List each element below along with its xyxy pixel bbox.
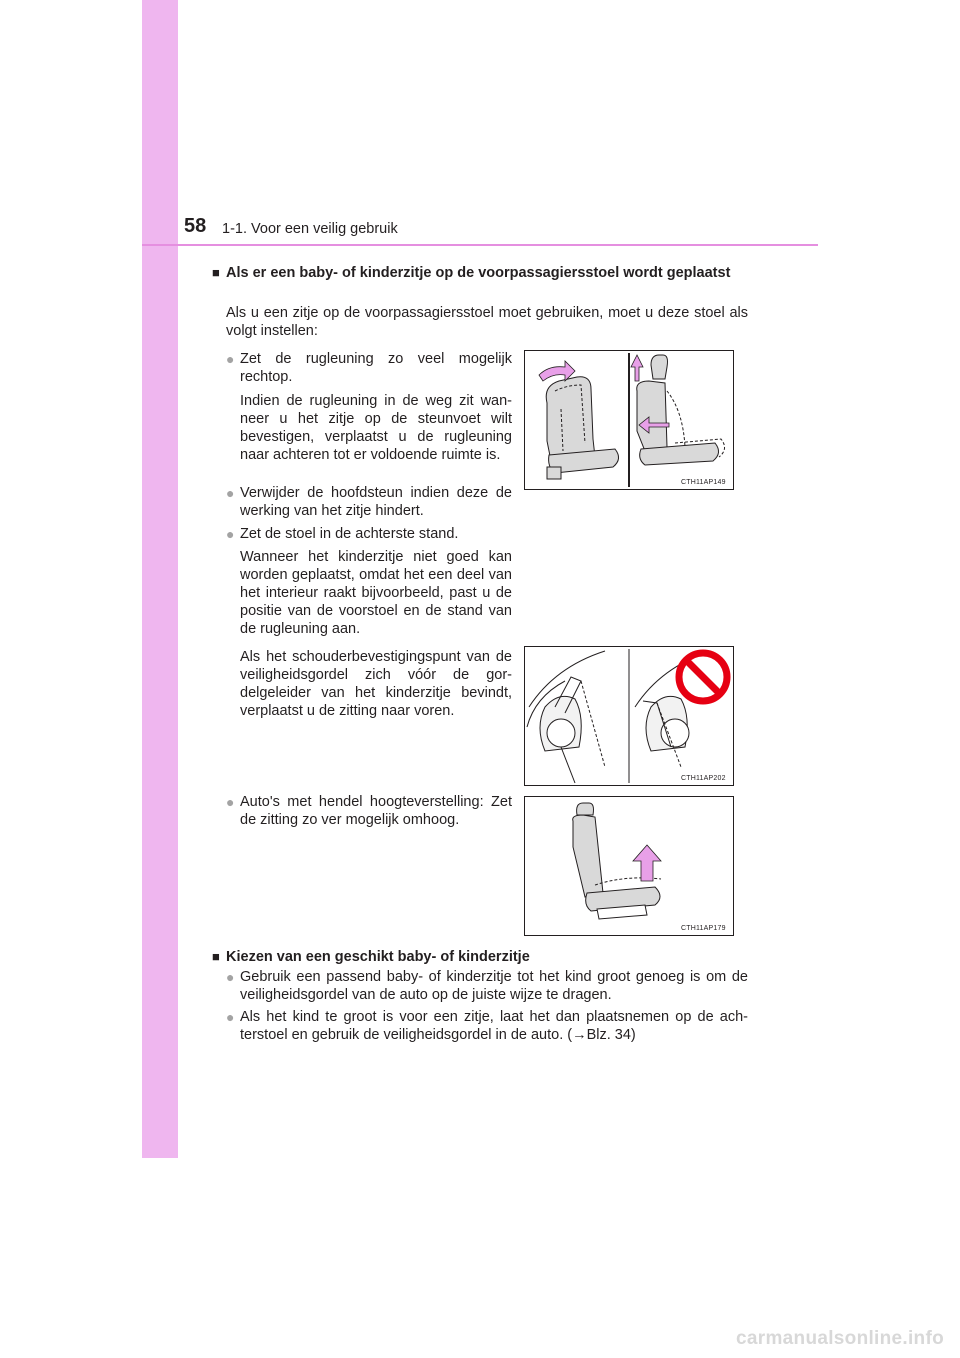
section-marker: ■ xyxy=(212,265,220,280)
section-heading: Kiezen van een geschikt baby- of kinderzitje xyxy=(226,949,530,965)
bullet-item-note: Als het schouderbevestigingspunt van de veiligheidsgordel zich vóór de gor-delgeleider van het kinderzitje bevindt, verplaatst u de zitting naar voren. xyxy=(240,649,512,719)
section-intro: Als u een zitje op de voorpassagiersstoel moet gebruiken, moet u deze stoel als volgt instellen: xyxy=(226,305,748,339)
chapter-title: 1-1. Voor een veilig gebruik xyxy=(222,221,398,237)
child-seat-figure xyxy=(524,646,734,786)
bullet-item-text: Zet de stoel in de achterste stand. xyxy=(240,526,459,542)
bullet-icon: ● xyxy=(226,526,235,542)
child-seat-belt-position-illustration xyxy=(525,647,733,785)
bullet-icon: ● xyxy=(226,485,235,501)
section-marker: ■ xyxy=(212,949,220,964)
header-rule xyxy=(142,244,818,246)
bullet-icon: ● xyxy=(226,794,235,810)
seat-backrest-figure xyxy=(524,350,734,490)
watermark: carmanualsonline.info xyxy=(736,1328,944,1349)
page-number: 58 xyxy=(184,215,207,237)
figure-code: CTH11AP149 xyxy=(681,479,726,486)
bullet-icon: ● xyxy=(226,969,235,985)
figure-code: CTH11AP179 xyxy=(681,925,726,932)
section-heading: Als er een baby- of kinderzitje op de voorpassagiersstoel wordt geplaatst xyxy=(226,265,731,281)
bullet-item-text: Auto's met hendel hoogteverstelling: Zet de zitting zo ver mogelijk omhoog. xyxy=(240,794,512,828)
bullet-item-text: Zet de rugleuning zo veel mogelijk rechtop. xyxy=(240,351,512,385)
bullet-item-text: Verwijder de hoofdsteun indien deze de werking van het zitje hindert. xyxy=(240,485,512,519)
bullet-icon: ● xyxy=(226,351,235,367)
chapter-sidebar-tab xyxy=(142,0,178,1158)
bullet-item-note: Wanneer het kinderzitje niet goed kan worden geplaatst, omdat het een deel van het interieur raakt bijvoorbeeld, past u de positie van de voorstoel en de stand van de rugleuning aan. xyxy=(240,549,512,637)
bullet-item-text: Als het kind te groot is voor een zitje, laat het dan plaatsnemen op de ach-terstoel en gebruik de veiligheidsgordel in de auto. (→Blz. 34) xyxy=(240,1009,748,1043)
bullet-item-text: Gebruik een passend baby- of kinderzitje tot het kind groot genoeg is om de veiligheidsgordel van de auto op de juiste wijze te dragen. xyxy=(240,969,748,1003)
seat-height-figure xyxy=(524,796,734,936)
seat-height-raise-illustration xyxy=(525,797,733,935)
figure-code: CTH11AP202 xyxy=(681,775,726,782)
bullet-item-note: Indien de rugleuning in de weg zit wan-neer u het zitje op de steunvoet wilt bevestigen, verplaatst u de rugleuning naar achteren tot er voldoende ruimte is. xyxy=(240,393,512,463)
seat-backrest-upright-illustration xyxy=(525,351,733,489)
bullet-icon: ● xyxy=(226,1009,235,1025)
